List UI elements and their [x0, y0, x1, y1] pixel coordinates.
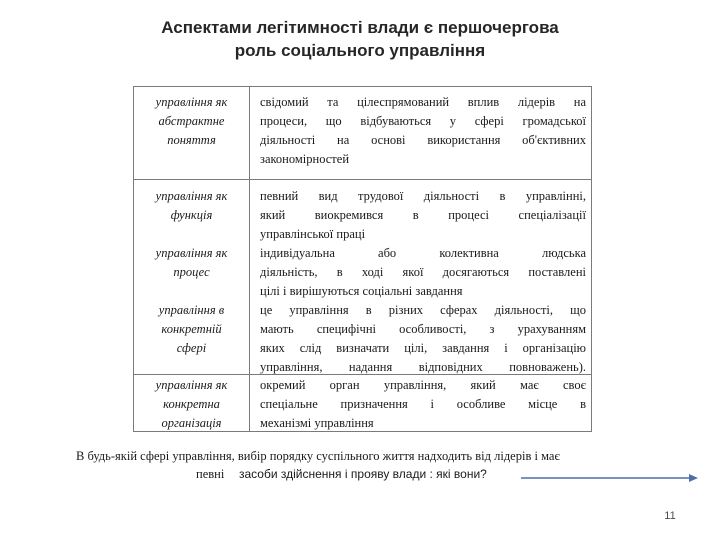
term-function: управління як функція — [155, 189, 228, 222]
page-number: 11 — [664, 510, 676, 522]
note-line-2-end: засоби здійснення і прояву влади : які вони? — [239, 467, 487, 481]
term-abstract-concept: управління як абстрактне поняття — [155, 95, 228, 147]
title-line-1: Аспектами легітимності влади є першочергова — [161, 18, 559, 37]
term-specific-sphere: управління в конкретній сфері — [158, 303, 225, 355]
definition-abstract-concept: свідомий та цілеспрямований вплив лідерів на процеси, що відбуваються у сфері громадської діяльності на основі використання об'єктивних закономірностей — [260, 95, 586, 166]
note-line-1: В будь-якій сфері управління, вибір порядку суспільного життя надходить від лідерів і має — [76, 449, 560, 463]
definition-specific-sphere: це управління в різних сферах діяльності, що мають специфічні особливості, з урахуванням яких слід визначати цілі, завдання і організацію управління, надання відповідних повноважень). — [260, 303, 586, 374]
definition-function: певний вид трудової діяльності в управлінні, який виокремився в процесі спеціалізації управлінської праці — [260, 189, 586, 241]
definition-specific-organization: окремий орган управління, який має своє спеціальне призначення і особливе місце в механізмі управління — [260, 378, 586, 430]
note-line-2-start: певні — [196, 467, 225, 481]
slide-title — [0, 16, 720, 62]
arrow-right-icon — [520, 472, 700, 484]
term-process: управління як процес — [155, 246, 228, 279]
definitions-table — [133, 86, 592, 432]
column-divider — [249, 87, 250, 431]
row-divider — [134, 179, 591, 180]
term-specific-organization: управління як конкретна організація — [155, 378, 228, 430]
definition-process: індивідуальна або колективна людська діяльність, в ході якої досягаються поставлені цілі і вирішуються соціальні завдання — [260, 246, 586, 298]
title-line-2: роль соціального управління — [234, 41, 486, 60]
